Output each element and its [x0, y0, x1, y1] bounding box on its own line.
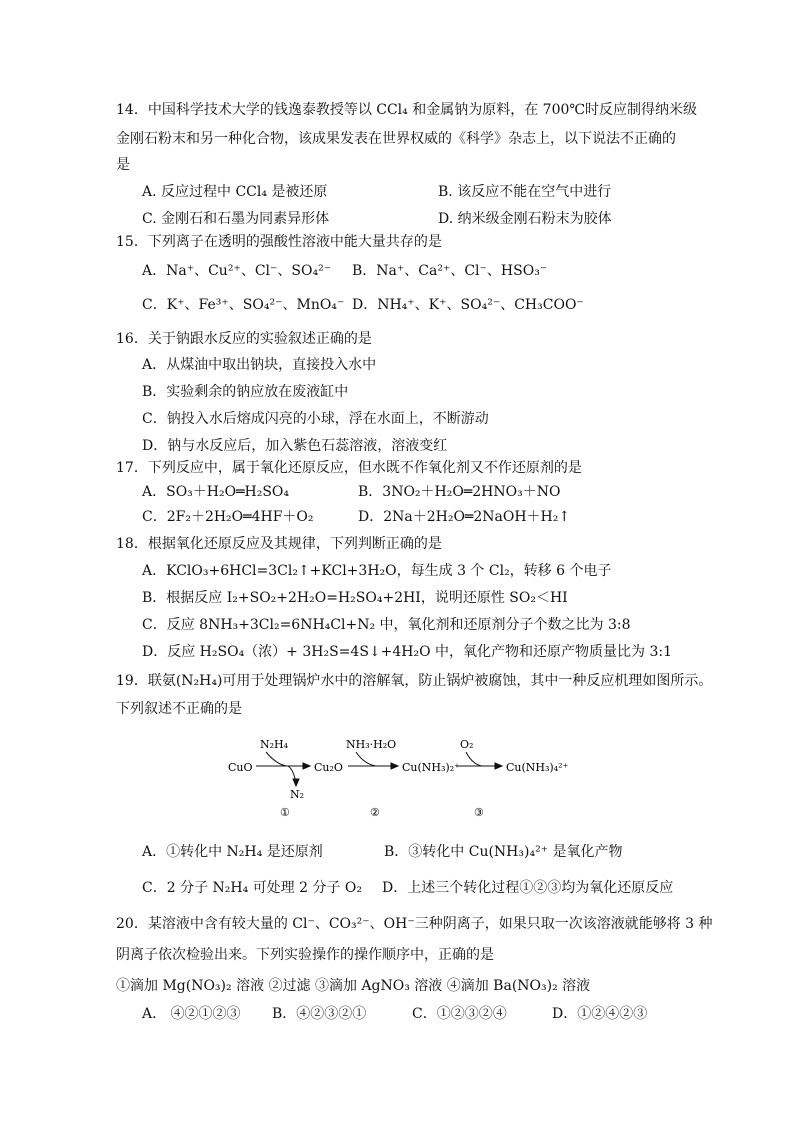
diagram-step2-label: ②: [370, 806, 380, 818]
q19-option-a: A．①转化中 N₂H₄ 是还原剂: [142, 844, 323, 860]
arrowhead-step3: [495, 763, 502, 769]
q14-stem-line3: 是: [116, 157, 130, 173]
q20-stem-line1: 20．某溶液中含有较大量的 Cl⁻、CO₃²⁻、OH⁻三种阴离子，如果只取一次该溶液就能够将 3 种: [116, 916, 713, 932]
q14-option-a: A. 反应过程中 CCl₄ 是被还原: [142, 184, 328, 200]
q19-stem-line2: 下列叙述不正确的是: [116, 701, 242, 717]
q17-option-d: D．2Na＋2H₂O═2NaOH＋H₂↑: [358, 509, 571, 525]
arrowhead-step1: [303, 763, 310, 769]
diagram-nh3h2o: NH₃·H₂O: [346, 738, 397, 751]
diagram-cunh3-4: Cu(NH₃)₄²⁺: [506, 761, 569, 774]
diagram-cu2o: Cu₂O: [314, 761, 343, 774]
diagram-cunh3-2: Cu(NH₃)₂⁺: [402, 761, 460, 774]
diagram-arrows: [256, 752, 502, 786]
q17-option-c: C．2F₂＋2H₂O═4HF＋O₂: [142, 509, 314, 525]
diagram-o2: O₂: [460, 738, 474, 751]
q16-option-c: C．钠投入水后熔成闪亮的小球，浮在水面上，不断游动: [142, 411, 489, 427]
q20-option-b: B．④②③②①: [272, 1006, 367, 1022]
reaction-mechanism-diagram: [226, 732, 586, 818]
diagram-cuo: CuO: [228, 761, 253, 774]
q18-option-b: B．根据反应 I₂+SO₂+2H₂O=H₂SO₄+2HI，说明还原性 SO₂＜HI: [142, 590, 568, 606]
q17-option-b: B．3NO₂＋H₂O═2HNO₃＋NO: [358, 484, 561, 500]
q18-option-c: C．反应 8NH₃+3Cl₂=6NH₄Cl+N₂ 中，氧化剂和还原剂分子个数之比为 3:8: [142, 617, 631, 633]
q18-stem: 18．根据氧化还原反应及其规律，下列判断正确的是: [116, 536, 442, 552]
q15-stem: 15．下列离子在透明的强酸性溶液中能大量共存的是: [116, 234, 442, 250]
q17-option-a: A．SO₃＋H₂O═H₂SO₄: [142, 484, 290, 500]
q20-option-d: D．①②④②③: [552, 1006, 648, 1022]
q16-option-d: D．钠与水反应后，加入紫色石蕊溶液，溶液变红: [142, 438, 448, 454]
curve-n2h4-in: [266, 752, 286, 766]
curve-nh3-in: [356, 752, 376, 766]
q20-operations: ①滴加 Mg(NO₃)₂ 溶液 ②过滤 ③滴加 AgNO₃ 溶液 ④滴加 Ba(NO₃)₂ 溶液: [116, 978, 591, 994]
q15-option-b: B．Na⁺、Ca²⁺、Cl⁻、HSO₃⁻: [352, 263, 548, 279]
arrowhead-n2: [293, 779, 299, 786]
q15-option-a: A．Na⁺、Cu²⁺、Cl⁻、SO₄²⁻: [142, 263, 332, 279]
q18-option-d: D．反应 H₂SO₄（浓）+ 3H₂S=4S↓+4H₂O 中，氧化产物和还原产物质量比为 3:1: [142, 644, 673, 660]
diagram-step3-label: ③: [474, 806, 484, 818]
q14-stem-line1: 14．中国科学技术大学的钱逸泰教授等以 CCl₄ 和金属钠为原料，在 700℃时反应制得纳米级: [116, 102, 698, 118]
diagram-n2: N₂: [290, 788, 305, 801]
arrowhead-step2: [391, 763, 398, 769]
q19-option-c: C．2 分子 N₂H₄ 可处理 2 分子 O₂: [142, 880, 363, 896]
q15-option-d: D．NH₄⁺、K⁺、SO₄²⁻、CH₃COO⁻: [352, 297, 584, 313]
q20-option-a: A． ④②①②③: [142, 1006, 241, 1022]
q18-option-a: A．KClO₃+6HCl=3Cl₂↑+KCl+3H₂O，每生成 3 个 Cl₂，转移 6 个电子: [142, 563, 612, 579]
q16-option-a: A．从煤油中取出钠块，直接投入水中: [142, 357, 377, 373]
q16-stem: 16．关于钠跟水反应的实验叙述正确的是: [116, 331, 372, 347]
q17-stem: 17．下列反应中，属于氧化还原反应，但水既不作氧化剂又不作还原剂的是: [116, 460, 582, 476]
q20-option-c: C．①②③②④: [412, 1006, 507, 1022]
q19-stem-line1: 19．联氨(N₂H₄)可用于处理锅炉水中的溶解氧，防止锅炉被腐蚀，其中一种反应机理如图所示。: [116, 673, 713, 689]
q14-option-b: B. 该反应不能在空气中进行: [438, 184, 612, 200]
q16-option-b: B．实验剩余的钠应放在废液缸中: [142, 384, 349, 400]
diagram-n2h4: N₂H₄: [260, 738, 289, 751]
q14-option-d: D. 纳米级金刚石粉末为胶体: [438, 211, 612, 227]
q19-option-b: B．③转化中 Cu(NH₃)₄²⁺ 是氧化产物: [384, 844, 623, 860]
q14-stem-line2: 金刚石粉末和另一种化合物，该成果发表在世界权威的《科学》杂志上，以下说法不正确的: [116, 131, 676, 147]
q15-option-c: C．K⁺、Fe³⁺、SO₄²⁻、MnO₄⁻: [142, 297, 345, 313]
diagram-step1-label: ①: [280, 806, 290, 818]
q19-option-d: D．上述三个转化过程①②③均为氧化还原反应: [382, 880, 674, 896]
q14-option-c: C. 金刚石和石墨为同素异形体: [142, 211, 330, 227]
curve-o2-in: [466, 752, 482, 766]
q20-stem-line2: 阴离子依次检验出来。下列实验操作的操作顺序中，正确的是: [116, 947, 494, 963]
